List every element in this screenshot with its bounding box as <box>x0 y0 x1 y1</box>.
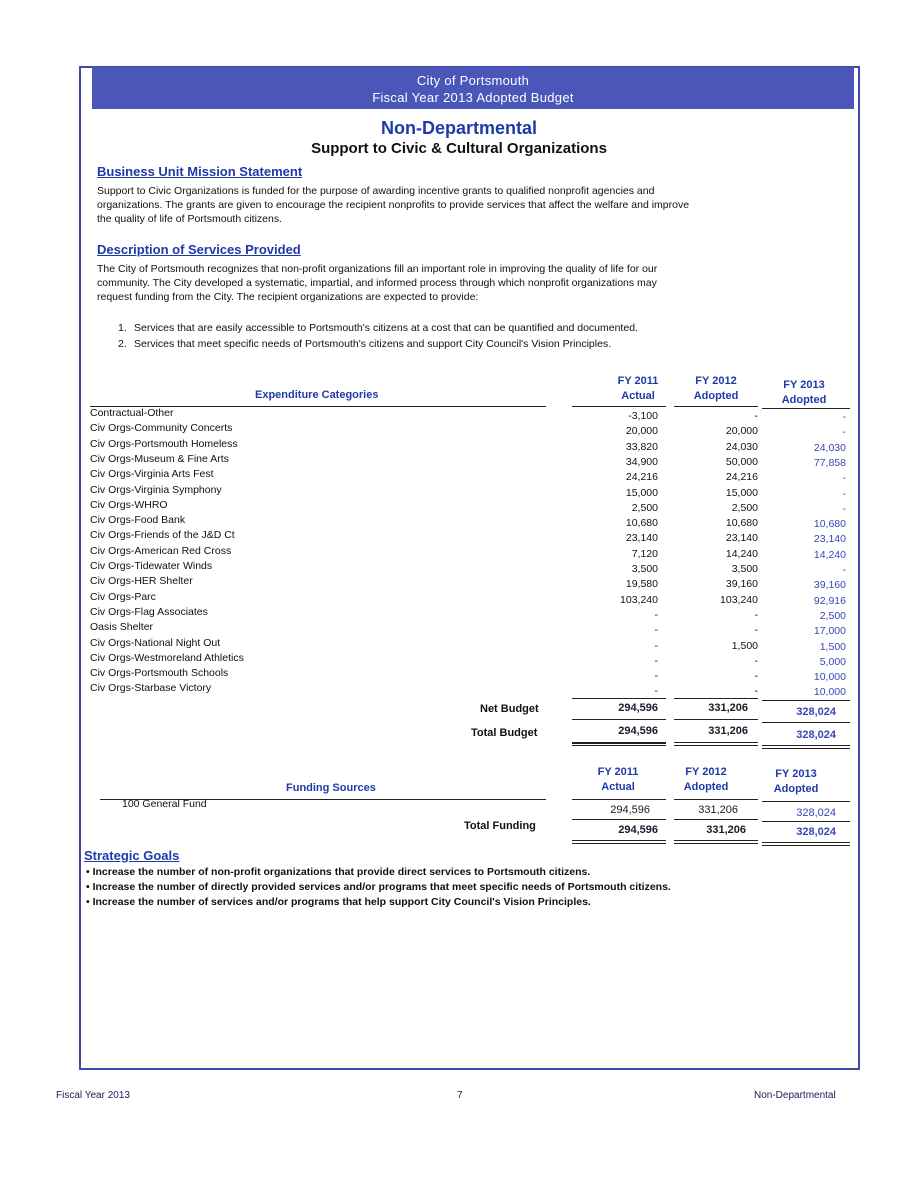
value-fy2011: 2,500 <box>631 501 658 514</box>
subtotal-rule <box>762 722 850 723</box>
table-row <box>90 666 850 684</box>
value-fy2012: - <box>754 685 758 698</box>
value-fy2013: 10,000 <box>813 686 846 699</box>
table-row <box>90 421 850 439</box>
total-funding-fy2011: 294,596 <box>618 824 658 836</box>
services-line: request funding from the City. The recipient organizations are expected to provide: <box>97 291 479 303</box>
table-row <box>90 467 850 485</box>
value-fy2011: 10,680 <box>625 517 658 530</box>
value-fy2012: 2,500 <box>731 501 758 514</box>
list-item: • Increase the number of directly provided services and/or programs that meet specific needs of Portsmouth citizens. <box>86 881 671 893</box>
value-fy2012: - <box>754 624 758 637</box>
category-label: Civ Orgs-Community Concerts <box>90 422 233 435</box>
value-fy2013: 24,030 <box>813 441 846 454</box>
value-fy2013: - <box>842 502 846 515</box>
table-row <box>90 513 850 531</box>
mission-line: Support to Civic Organizations is funded for the purpose of awarding incentive grants to qualified nonprofit agencies and <box>97 185 655 197</box>
value-fy2011: 24,216 <box>625 471 658 484</box>
page-subtitle: Support to Civic & Cultural Organizations <box>311 140 607 157</box>
net-budget-fy2013: 328,024 <box>796 706 836 718</box>
total-budget-fy2012: 331,206 <box>708 725 748 737</box>
category-label: Civ Orgs-Virginia Symphony <box>90 483 222 496</box>
value-fy2012: 10,680 <box>725 517 758 530</box>
table-row <box>90 483 850 498</box>
footer-page-number: 7 <box>457 1090 463 1101</box>
value-fy2011: - <box>654 608 658 621</box>
mission-heading: Business Unit Mission Statement <box>97 164 303 179</box>
category-label: Civ Orgs-WHRO <box>90 498 168 511</box>
mission-text <box>97 184 757 226</box>
subtotal-rule <box>674 719 758 720</box>
category-label: Civ Orgs-Museum & Fine Arts <box>90 452 229 465</box>
double-rule <box>572 745 666 746</box>
footer-fiscal-year: Fiscal Year 2013 <box>56 1090 130 1101</box>
category-label: Civ Orgs-Portsmouth Homeless <box>90 437 238 450</box>
table-row <box>90 452 850 467</box>
services-list <box>118 320 638 352</box>
goals-list <box>86 865 671 910</box>
table-row <box>90 620 850 638</box>
services-line: community. The City developed a systematic, impartial, and informed process through which nonprofit organizations may <box>97 277 657 289</box>
value-fy2012: 103,240 <box>720 593 758 606</box>
table-row <box>90 651 850 666</box>
city-name: City of Portsmouth <box>416 73 530 88</box>
double-rule <box>762 745 850 746</box>
value-fy2013: - <box>842 411 846 423</box>
category-label: Civ Orgs-Friends of the J&D Ct <box>90 529 235 542</box>
total-funding-fy2013: 328,024 <box>796 826 836 838</box>
subtotal-rule <box>762 700 850 701</box>
value-fy2012: - <box>754 654 758 667</box>
goals-heading: Strategic Goals <box>84 848 180 863</box>
category-label: Civ Orgs-American Red Cross <box>90 544 232 557</box>
double-rule <box>762 748 850 749</box>
services-heading: Description of Services Provided <box>97 242 301 257</box>
value-fy2012: 1,500 <box>731 639 758 652</box>
category-label: Civ Orgs-Food Bank <box>90 514 186 527</box>
value-fy2011: - <box>654 639 658 652</box>
table-row <box>90 498 850 513</box>
value-fy2012: 50,000 <box>725 455 758 468</box>
double-rule <box>674 742 758 743</box>
double-rule <box>674 843 758 844</box>
double-rule <box>674 840 758 841</box>
value-fy2013: 14,240 <box>813 548 846 561</box>
value-fy2011: 23,140 <box>625 532 658 545</box>
total-budget-label: Total Budget <box>471 727 538 739</box>
total-budget-fy2013: 328,024 <box>796 729 836 741</box>
category-label: Civ Orgs-Westmoreland Athletics <box>90 651 244 664</box>
value-fy2013: 10,680 <box>813 518 846 531</box>
value-fy2013: 39,160 <box>813 579 846 592</box>
total-budget-fy2011: 294,596 <box>618 725 658 737</box>
fund-col-fy2012: FY 2012 Adopted <box>683 766 729 793</box>
total-funding-label: Total Funding <box>464 820 536 832</box>
budget-title: Fiscal Year 2013 Adopted Budget <box>372 90 574 105</box>
fund-label: 100 General Fund <box>122 798 207 810</box>
value-fy2011: 103,240 <box>620 593 658 606</box>
value-fy2013: 1,500 <box>819 640 846 653</box>
value-fy2011: 34,900 <box>625 455 658 468</box>
value-fy2011: 3,500 <box>631 563 658 575</box>
subtotal-rule <box>674 819 758 820</box>
table-row <box>90 437 850 452</box>
services-line: The City of Portsmouth recognizes that non-profit organizations fill an important role in improving the quality of life for our <box>97 263 658 275</box>
expenditure-categories-header: Expenditure Categories <box>255 389 379 401</box>
net-budget-label: Net Budget <box>480 703 539 715</box>
exp-col-fy2012: FY 2012 Adopted <box>693 375 739 402</box>
category-label: Civ Orgs-Virginia Arts Fest <box>90 468 214 481</box>
list-item: • Increase the number of services and/or programs that help support City Council's Vision Principles. <box>86 896 591 908</box>
category-label: Civ Orgs-HER Shelter <box>90 575 193 588</box>
value-fy2012: 20,000 <box>725 425 758 438</box>
value-fy2013: - <box>842 564 846 576</box>
category-label: Civ Orgs-Flag Associates <box>90 605 208 618</box>
value-fy2011: - <box>654 670 658 683</box>
list-item: 2. Services that meet specific needs of Portsmouth's citizens and support City Council's Vision Principles. <box>118 338 612 350</box>
table-row <box>90 559 850 574</box>
value-fy2011: 19,580 <box>625 578 658 591</box>
value-fy2012: 24,216 <box>725 471 758 484</box>
value-fy2013: - <box>842 487 846 500</box>
value-fy2011: 20,000 <box>625 425 658 438</box>
fund-fy2011: 294,596 <box>610 804 650 816</box>
page-title: Non-Departmental <box>380 118 537 138</box>
value-fy2011: 33,820 <box>625 440 658 453</box>
services-text <box>97 262 757 304</box>
total-funding-fy2012: 331,206 <box>706 824 746 836</box>
double-rule <box>572 742 666 744</box>
footer-section: Non-Departmental <box>754 1090 836 1101</box>
double-rule <box>572 843 666 844</box>
subtotal-rule <box>762 821 850 822</box>
exp-col-fy2013: FY 2013 Adopted <box>781 379 827 406</box>
value-fy2012: 15,000 <box>725 486 758 499</box>
table-row <box>90 636 850 651</box>
category-label: Oasis Shelter <box>90 621 154 634</box>
value-fy2012: - <box>754 608 758 621</box>
value-fy2012: - <box>754 670 758 683</box>
mission-line: the quality of life of Portsmouth citizens. <box>97 213 283 225</box>
list-item: • Increase the number of non-profit organizations that provide direct services to Portsmouth citizens. <box>86 866 591 878</box>
value-fy2013: 92,916 <box>813 594 846 607</box>
double-rule <box>762 845 850 846</box>
header-banner <box>92 67 854 109</box>
fund-col-fy2011: FY 2011 Actual <box>597 766 639 793</box>
fund-col-fy2013: FY 2013 Adopted <box>773 768 819 795</box>
value-fy2011: - <box>654 624 658 637</box>
table-row <box>90 590 850 605</box>
value-fy2013: 17,000 <box>813 625 846 638</box>
value-fy2013: 5,000 <box>819 655 846 668</box>
value-fy2013: - <box>842 472 846 485</box>
value-fy2011: 15,000 <box>625 486 658 499</box>
double-rule <box>762 842 850 843</box>
category-label: Civ Orgs-Portsmouth Schools <box>90 667 229 680</box>
value-fy2013: 23,140 <box>813 533 846 546</box>
subtotal-rule <box>572 719 666 720</box>
category-label: Civ Orgs-Tidewater Winds <box>90 560 213 572</box>
value-fy2013: 2,500 <box>819 609 846 622</box>
value-fy2011: - <box>654 654 658 667</box>
double-rule <box>572 840 666 841</box>
value-fy2012: - <box>754 410 758 422</box>
value-fy2013: - <box>842 426 846 439</box>
subtotal-rule <box>572 819 666 820</box>
value-fy2011: 7,120 <box>631 547 658 560</box>
net-budget-fy2011: 294,596 <box>618 702 658 714</box>
subtotal-rule <box>572 698 666 699</box>
net-budget-fy2012: 331,206 <box>708 702 748 714</box>
value-fy2013: 10,000 <box>813 671 846 684</box>
exp-col-fy2011: FY 2011 Actual <box>617 375 659 402</box>
table-row <box>90 605 850 620</box>
category-label: Civ Orgs-Parc <box>90 590 156 603</box>
table-row <box>90 406 850 421</box>
table-row <box>90 528 850 546</box>
value-fy2013: 77,858 <box>813 456 846 469</box>
value-fy2012: 24,030 <box>725 440 758 453</box>
mission-line: organizations. The grants are given to encourage the recipient nonprofits to provide services that affect the welfare and improve <box>97 199 690 211</box>
category-label: Civ Orgs-National Night Out <box>90 636 221 649</box>
category-label: Contractual-Other <box>90 407 174 419</box>
category-label: Civ Orgs-Starbase Victory <box>90 682 212 695</box>
value-fy2012: 14,240 <box>725 547 758 560</box>
double-rule <box>674 745 758 746</box>
value-fy2011: -3,100 <box>628 410 658 422</box>
value-fy2011: - <box>654 685 658 698</box>
fund-fy2012: 331,206 <box>698 804 738 816</box>
value-fy2012: 23,140 <box>725 532 758 545</box>
list-item: 1. Services that are easily accessible to Portsmouth's citizens at a cost that can be quantified and documented. <box>118 322 638 334</box>
fund-fy2013: 328,024 <box>796 807 836 819</box>
table-row <box>90 574 850 592</box>
funding-sources-header: Funding Sources <box>286 782 376 794</box>
value-fy2012: 3,500 <box>731 563 758 575</box>
table-row <box>90 544 850 559</box>
table-row <box>90 681 850 699</box>
value-fy2012: 39,160 <box>725 578 758 591</box>
subtotal-rule <box>674 698 758 699</box>
